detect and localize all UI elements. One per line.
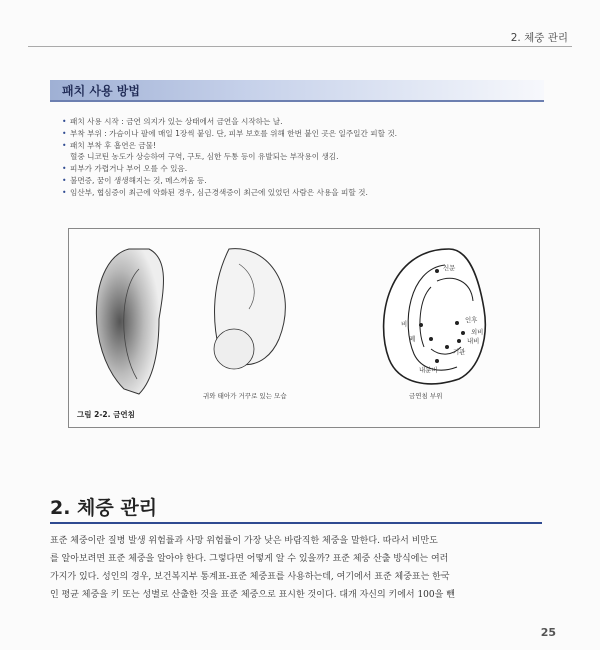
running-chapter-title: 2. 체중 관리 — [510, 32, 568, 44]
label-oebi: 외비 — [471, 328, 484, 336]
list-item: • 부착 부위 : 가슴이나 팔에 매일 1장씩 붙임. 단, 피부 보호를 위해 한번 붙인 곳은 일주일간 피할 것. — [62, 128, 398, 138]
list-item: • 임산부, 협심증이 최근에 악화된 경우, 심근경색증이 최근에 있었던 사람은 사용을 피할 것. — [62, 187, 368, 197]
list-item: • 패치 사용 시작 : 금연 의지가 있는 상태에서 금연을 시작하는 날. — [62, 117, 283, 126]
figure-number: 그림 2-2. 금연침 — [77, 410, 135, 419]
label-pye: 폐 — [409, 335, 416, 343]
patch-section-heading — [50, 80, 544, 102]
list-item: 혈중 니코틴 농도가 상승하여 구역, 구토, 심한 두통 등이 유발되는 부작용이 생김. — [70, 152, 339, 162]
label-shinmun: 신문 — [443, 264, 456, 272]
point-naebi — [457, 339, 461, 343]
label-bi: 비 — [401, 320, 408, 328]
bullet-icon: • — [62, 164, 67, 174]
list-item: • 불면증, 꿈이 생생해지는 것, 메스꺼움 등. — [62, 175, 207, 185]
bullet-icon: • — [62, 117, 67, 126]
label-giwan: 기관 — [453, 348, 466, 356]
point-oebi — [461, 331, 465, 335]
section-title: 2. 체중 관리 — [50, 497, 158, 519]
label-naebunbi: 내분비 — [419, 366, 438, 374]
list-item: • 피부가 가렵거나 부어 오를 수 있음. — [62, 164, 188, 174]
patch-instruction-list — [62, 116, 542, 199]
bullet-icon: • — [62, 187, 67, 197]
patch-heading-text: 패치 사용 방법 — [62, 84, 140, 98]
list-item: • 패치 부착 후 흡연은 금물! — [62, 140, 157, 150]
ear-illustration — [69, 229, 539, 427]
body-line: 인 평균 체중을 키 또는 성별로 산출한 것을 표준 체중으로 표시한 것이다. 대개 자신의 키에서 100을 뺀 — [50, 590, 455, 600]
body-line: 를 알아보려면 표준 체중을 알아야 한다. 그렇다면 어떻게 알 수 있을까? 표준 체중 산출 방식에는 여러 — [50, 554, 449, 564]
point-naebunbi — [435, 359, 439, 363]
label-naebi: 내비 — [467, 337, 480, 345]
page-header — [28, 30, 572, 47]
left-ear-outline — [96, 249, 163, 394]
point-inhu — [455, 321, 459, 325]
figure-caption-right: 금연침 부위 — [409, 392, 443, 400]
bullet-icon: • — [62, 175, 67, 185]
figure-caption-left: 귀와 태아가 거꾸로 있는 모습 — [203, 392, 287, 400]
point-bi — [419, 323, 423, 327]
section-divider — [50, 522, 542, 524]
point-giwan — [445, 345, 449, 349]
body-paragraph — [50, 532, 543, 604]
body-line: 가지가 있다. 성인의 경우, 보건복지부 통계표-표준 체중표를 사용하는데, 여기에서 표준 체중표는 한국 — [50, 572, 450, 582]
point-pye — [429, 337, 433, 341]
figure-box — [68, 228, 540, 428]
body-line: 표준 체중이란 질병 발생 위험률과 사망 위험률이 가장 낮은 바람직한 체중을 말한다. 따라서 비만도 — [50, 536, 438, 546]
label-inhu: 인후 — [465, 316, 478, 324]
bullet-icon: • — [62, 128, 67, 138]
point-shinmun — [435, 269, 439, 273]
bullet-icon: • — [62, 140, 67, 150]
page-number: 25 — [540, 626, 556, 639]
